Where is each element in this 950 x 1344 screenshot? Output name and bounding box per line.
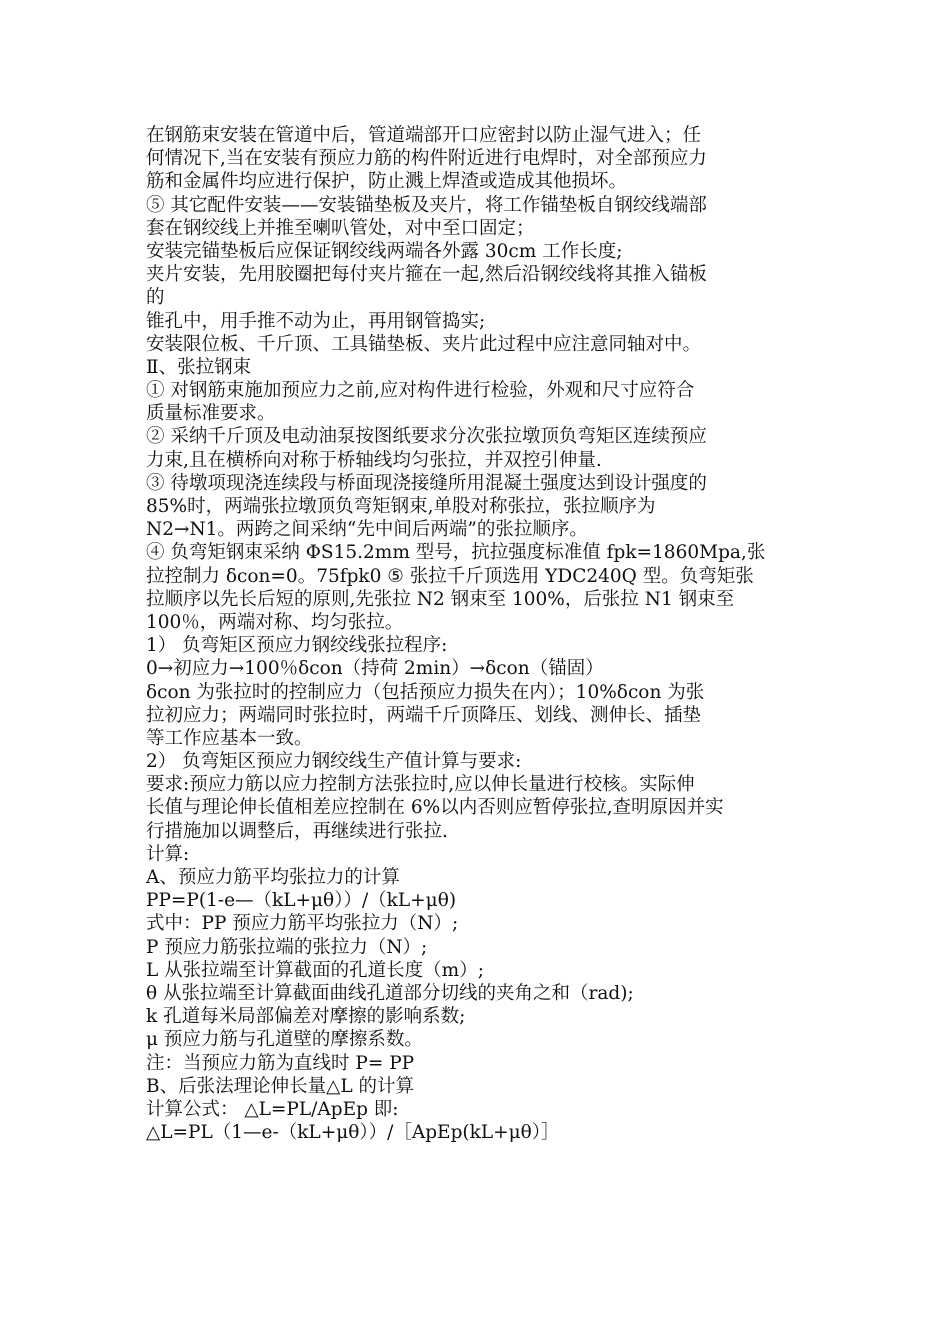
text-line: 等工作应基本一致。 [146,727,313,749]
text-line: 的 [146,287,165,309]
text-line: 安装完锚垫板后应保证钢绞线两端各外露 30cm 工作长度; [146,240,623,262]
text-line: 安装限位板、千斤顶、工具锚垫板、夹片此过程中应注意同轴对中。 [146,333,702,355]
text-line: 0→初应力→100％δcon（持荷 2min）→δcon（锚固） [146,658,604,680]
text-line: L 从张拉端至计算截面的孔道长度（m）; [146,959,484,981]
document-body [146,124,810,1144]
text-line: ⑤ 其它配件安装——安装锚垫板及夹片，将工作锚垫板自钢绞线端部 [146,194,707,216]
text-line: ④ 负弯矩钢束采纳 ΦS15.2mm 型号，抗拉强度标准值 fpk=1860Mpa,张 [146,542,766,564]
text-line: PP=P(1-e—（kL+μθ））/（kL+μθ) [146,890,457,912]
text-line: δcon 为张拉时的控制应力（包括预应力损失在内）；10%δcon 为张 [146,681,705,703]
text-line: N2→N1。两跨之间采纳“先中间后两端”的张拉顺序。 [146,519,588,541]
text-line: 力束,且在横桥向对称于桥轴线均匀张拉，并双控引伸量. [146,449,602,471]
text-line: 长值与理论伸长值相差应控制在 6%以内否则应暂停张拉,查明原因并实 [146,797,724,819]
text-line: 在钢筋束安装在管道中后，管道端部开口应密封以防止湿气进入；任 [146,125,702,146]
text-line: A、预应力筋平均张拉力的计算 [146,867,400,888]
text-line: 拉顺序以先长后短的原则,先张拉 N2 钢束至 100%，后张拉 N1 钢束至 [146,588,735,610]
text-line: 质量标准要求。 [146,403,276,425]
text-line: 计算: [146,843,190,865]
text-line: 何情况下,当在安装有预应力筋的构件附近进行电焊时，对全部预应力 [146,148,707,170]
text-line: P 预应力筋张拉端的张拉力（N）; [146,936,428,958]
text-line: △L=PL（1—e-（kL+μθ））/［ApEp(kL+μθ）］ [146,1122,560,1144]
text-line: 行措施加以调整后，再继续进行张拉. [146,820,448,842]
text-line: 1） 负弯矩区预应力钢绞线张拉程序: [146,635,448,657]
text-line: ① 对钢筋束施加预应力之前,应对构件进行检验，外观和尺寸应符合 [146,380,695,402]
text-line: 计算公式： △L=PL/ApEp 即: [146,1098,399,1120]
text-line: B、后张法理论伸长量△L 的计算 [146,1075,414,1097]
text-line: 套在钢绞线上并推至喇叭管处，对中至口固定； [146,217,535,239]
text-line: 100％，两端对称、均匀张拉。 [146,611,404,633]
text-line: 要求:预应力筋以应力控制方法张拉时,应以伸长量进行校核。实际伸 [146,774,695,796]
text-line: 夹片安装，先用胶圈把每付夹片箍在一起,然后沿钢绞线将其推入锚板 [146,264,707,286]
text-line: Ⅱ、张拉钢束 [146,356,252,378]
text-line: 式中：PP 预应力筋平均张拉力（N）; [146,913,459,935]
text-line: 筋和金属件均应进行保护，防止溅上焊渣或造成其他损坏。 [146,171,628,193]
text-line: 2） 负弯矩区预应力钢绞线生产值计算与要求: [146,751,522,773]
text-line: 拉初应力；两端同时张拉时，两端千斤顶降压、划线、测伸长、插垫 [146,704,702,726]
text-line: ③ 待墩项现浇连续段与桥面现浇接缝所用混凝土强度达到设计强度的 [146,472,707,494]
text-line: θ 从张拉端至计算截面曲线孔道部分切线的夹角之和（rad); [146,982,634,1004]
text-line: ② 采纳千斤顶及电动油泵按图纸要求分次张拉墩顶负弯矩区连续预应 [146,426,707,448]
text-line: μ 预应力筋与孔道壁的摩擦系数。 [146,1029,423,1051]
text-line: 注：当预应力筋为直线时 P= PP [146,1052,415,1074]
text-line: 锥孔中，用手推不动为止，再用钢管捣实; [146,310,486,332]
text-line: 拉控制力 δcon=0。75fpk0 ⑤ 张拉千斤顶选用 YDC240Q 型。负弯矩张 [146,565,754,587]
text-line: 85%时，两端张拉墩顶负弯矩钢束,单股对称张拉，张拉顺序为 [146,496,656,517]
text-line: k 孔道每米局部偏差对摩擦的影响系数; [146,1006,466,1028]
